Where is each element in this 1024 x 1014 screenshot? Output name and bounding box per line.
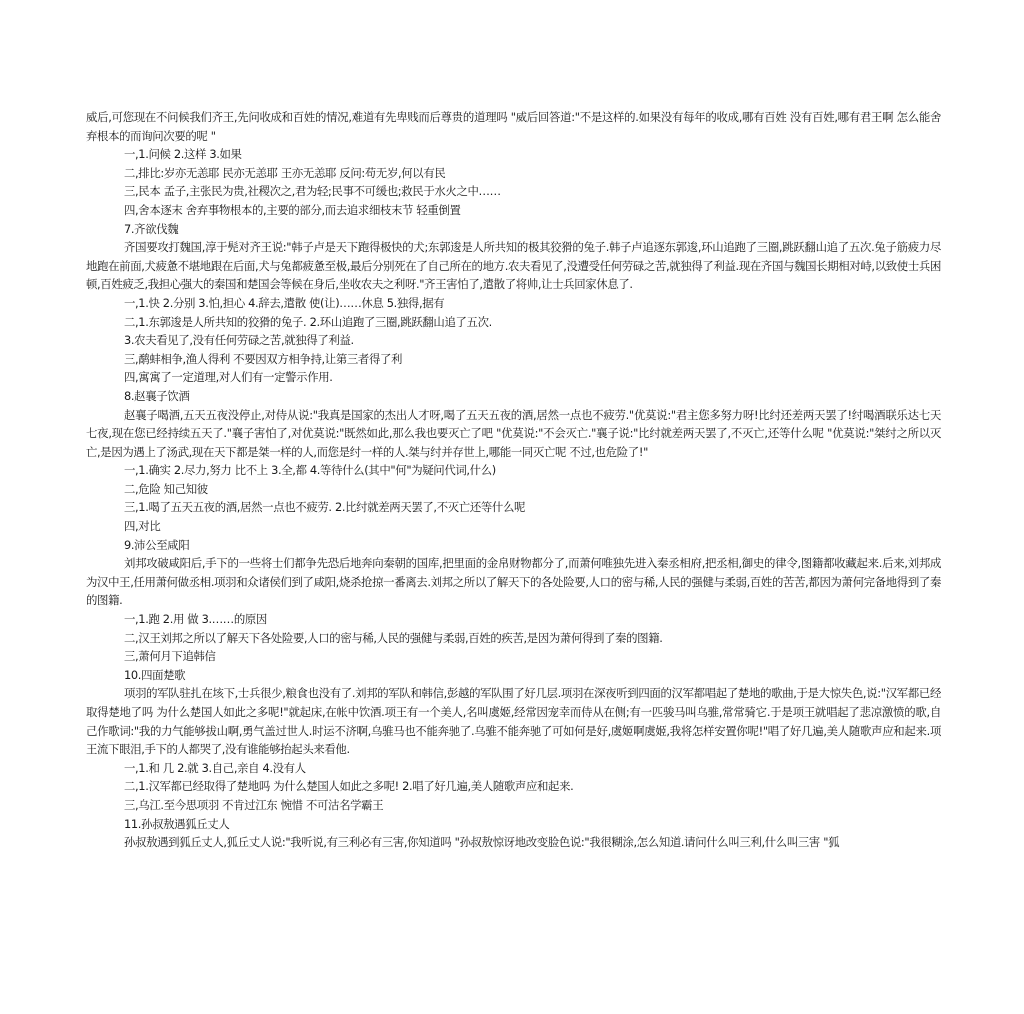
paragraph: 三,萧何月下追韩信 bbox=[124, 649, 216, 664]
paragraph: 四,舍本逐末 舍弃事物根本的,主要的部分,而去追求细枝末节 轻重倒置 bbox=[124, 202, 461, 217]
paragraph: 7.齐欲伐魏 bbox=[124, 221, 179, 236]
paragraph: 三,民本 孟子,主张民为贵,社稷次之,君为轻;民事不可缓也;救民于水火之中…… bbox=[124, 184, 501, 199]
paragraph: 孙叔敖遇到狐丘丈人,狐丘丈人说:"我听说,有三利必有三害,你知道吗 "孙叔敖惊讶地改变脸色说:"我很糊涂,怎么知道.请问什么叫三利,什么叫三害 "狐 bbox=[124, 835, 840, 850]
paragraph: 一,1.跑 2.用 做 3.……的原因 bbox=[124, 612, 267, 627]
paragraph: 三,1.喝了五天五夜的酒,居然一点也不疲劳. 2.比纣就差两天罢了,不灭亡还等什么呢 bbox=[124, 500, 526, 515]
paragraph: 3.农夫看见了,没有任何劳碌之苦,就独得了利益. bbox=[124, 333, 354, 348]
paragraph: 二,1.汉军都已经取得了楚地吗 为什么楚国人如此之多呢! 2.唱了好几遍,美人随歌声应和起来. bbox=[124, 779, 574, 794]
paragraph: 二,排比:岁亦无恙耶 民亦无恙耶 王亦无恙耶 反问:苟无岁,何以有民 bbox=[124, 165, 446, 180]
paragraph: 项羽的军队驻扎在垓下,士兵很少,粮食也没有了.刘邦的军队和韩信,彭越的军队围了好几层.项羽在深夜听到四面的汉军都唱起了楚地的歌曲,于是大惊失色,说:"汉军都已经取得楚地了吗 为什么楚国人如此之多呢!"就起床,在帐中饮酒.项王有一个美人,名叫虞姬,经常因宠幸而侍从在侧;有一匹骏马叫乌骓,常常骑它.于是项王就唱起了悲凉激愤的歌,自己作歌词:"我的力气能够拔山啊,勇气盖过世人.时运不济啊,乌骓马也不能奔驰了.乌骓不能奔驰了可如何是好,虞姬啊虞姬,我将怎样安置你呢!"唱了好几遍,美人随歌声应和起来.项王流下眼泪,手下的人都哭了,没有谁能够抬起头来看他. bbox=[86, 686, 941, 757]
paragraph: 四,对比 bbox=[124, 519, 161, 534]
paragraph: 三,鹬蚌相争,渔人得利 不要因双方相争持,让第三者得了利 bbox=[124, 351, 403, 366]
document-body bbox=[86, 108, 941, 852]
paragraph: 二,1.东郭逡是人所共知的狡猾的兔子. 2.环山追跑了三圈,跳跃翻山追了五次. bbox=[124, 314, 492, 329]
paragraph: 8.赵襄子饮酒 bbox=[124, 388, 190, 403]
paragraph: 一,1.问候 2.这样 3.如果 bbox=[124, 147, 242, 162]
paragraph: 齐国要攻打魏国,淳于髡对齐王说:"韩子卢是天下跑得极快的犬;东郭逡是人所共知的极其狡猾的兔子.韩子卢追逐东郭逡,环山追跑了三圈,跳跃翻山追了五次.兔子筋疲力尽地跑在前面,犬疲惫不堪地跟在后面,犬与兔都疲惫至极,最后分别死在了自己所在的地方.农夫看见了,没遭受任何劳碌之苦,就独得了利益.现在齐国与魏国长期相对峙,以致使士兵困顿,百姓疲乏,我担心强大的秦国和楚国会等候在身后,坐收农夫之利呀."齐王害怕了,遣散了将帅,让士兵回家休息了. bbox=[86, 240, 941, 292]
paragraph: 四,寓寓了一定道理,对人们有一定警示作用. bbox=[124, 370, 333, 385]
paragraph: 10.四面楚歌 bbox=[124, 667, 186, 682]
paragraph: 二,汉王刘邦之所以了解天下各处险要,人口的密与稀,人民的强健与柔弱,百姓的疾苦,是因为萧何得到了秦的图籍. bbox=[124, 630, 663, 645]
paragraph: 三,乌江.至今思项羽 不肯过江东 惋惜 不可沽名学霸王 bbox=[124, 797, 384, 812]
paragraph: 赵襄子喝酒,五天五夜没停止,对侍从说:"我真是国家的杰出人才呀,喝了五天五夜的酒,居然一点也不疲劳."优莫说:"君主您多努力呀!比纣还差两天罢了!纣喝酒联乐达七天七夜,现在您已经持续五天了."襄子害怕了,对优莫说:"既然如此,那么我也要灭亡了吧 "优莫说:"不会灭亡."襄子说:"比纣就差两天罢了,不灭亡,还等什么呢 "优莫说:"桀纣之所以灭亡,是因为遇上了汤武,现在天下都是桀一样的人,而您是纣一样的人.桀与纣并存世上,哪能一同灭亡呢 不过,也危险了!" bbox=[86, 407, 941, 459]
paragraph: 一,1.快 2.分别 3.怕,担心 4.辞去,遣散 使(让)……休息 5.独得,据有 bbox=[124, 295, 445, 310]
paragraph: 一,1.和 几 2.就 3.自己,亲自 4.没有人 bbox=[124, 760, 306, 775]
paragraph: 一,1.确实 2.尽力,努力 比不上 3.全,都 4.等待什么(其中"何"为疑问代词,什么) bbox=[124, 463, 496, 478]
paragraph: 二,危险 知己知彼 bbox=[124, 481, 208, 496]
paragraph: 9.沛公至咸阳 bbox=[124, 537, 190, 552]
paragraph: 11.孙叔敖遇狐丘丈人 bbox=[124, 816, 230, 831]
paragraph: 刘邦攻破咸阳后,手下的一些将士们都争先恐后地奔向秦朝的国库,把里面的金帛财物都分了,而萧何唯独先进入秦丞相府,把丞相,御史的律令,图籍都收藏起来.后来,刘邦成为汉中王,任用萧何做丞相.项羽和众诸侯们到了咸阳,烧杀抢掠一番离去.刘邦之所以了解天下的各处险要,人口的密与稀,人民的强健与柔弱,百姓的苦苦,都因为萧何完备地得到了秦的图籍. bbox=[86, 556, 941, 608]
paragraph: 威后,可您现在不问候我们齐王,先问收成和百姓的情况,难道有先卑贱而后尊贵的道理吗 "威后回答道:"不是这样的.如果没有每年的收成,哪有百姓 没有百姓,哪有君王啊 怎么能舍弃根本的而询问次要的呢 " bbox=[86, 110, 941, 143]
